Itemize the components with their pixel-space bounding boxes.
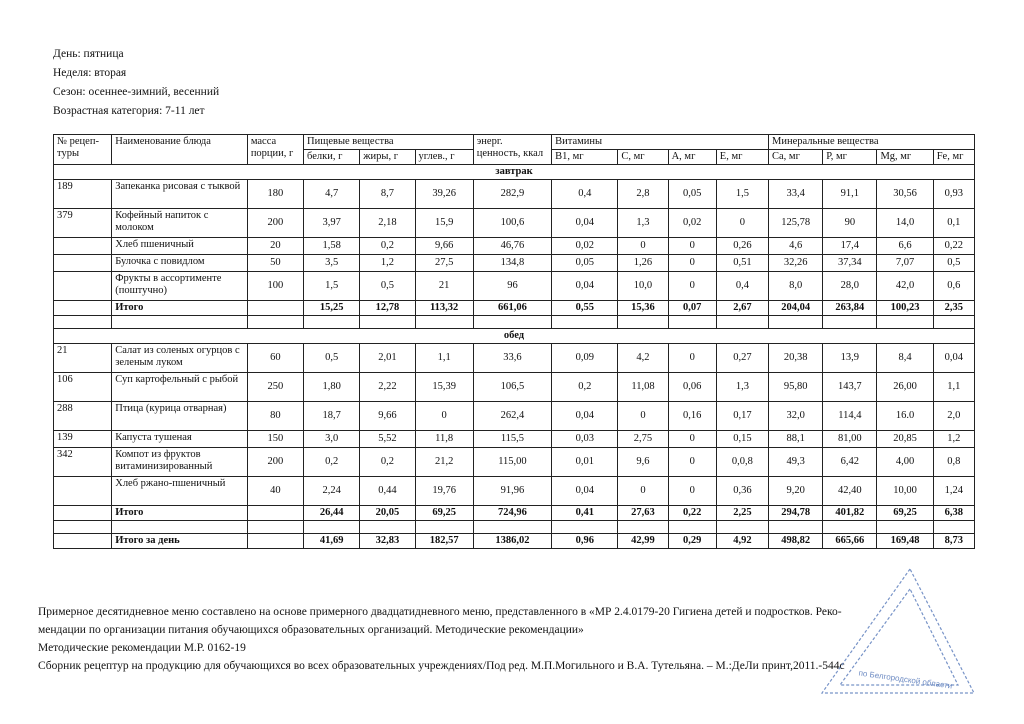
value-cell-protein: 1,80 — [304, 373, 360, 402]
value-cell-p: 28,0 — [823, 272, 877, 301]
spacer-row — [54, 521, 975, 534]
value-cell-a: 0 — [668, 272, 716, 301]
value-cell-e: 0,27 — [716, 344, 768, 373]
value-cell-energy: 100,6 — [473, 209, 551, 238]
footer-source-line-1: Примерное десятидневное меню составлено на основе примерного двадцатидневного меню, представленного в «МР 2.4.0179-20 Гигиена детей и подростков. Реко- — [38, 606, 842, 618]
total-value-protein: 15,25 — [304, 301, 360, 316]
value-cell-protein: 3,97 — [304, 209, 360, 238]
dish-name-cell: Фрукты в ассортименте (поштучно) — [112, 272, 248, 301]
value-cell-c: 2,8 — [618, 180, 668, 209]
table-body — [54, 165, 975, 549]
dish-name-cell: Запеканка рисовая с тыквой — [112, 180, 248, 209]
value-cell-fe: 1,24 — [933, 477, 974, 506]
total-value-b1: 0,55 — [552, 301, 618, 316]
document-header — [53, 45, 219, 121]
empty-cell — [247, 521, 303, 534]
section-breakfast — [54, 165, 975, 180]
empty-cell — [247, 506, 303, 521]
value-cell-mass: 250 — [247, 373, 303, 402]
value-cell-carbs: 0 — [415, 402, 473, 431]
empty-cell — [668, 316, 716, 329]
value-cell-energy: 106,5 — [473, 373, 551, 402]
total-label: Итого — [112, 301, 248, 316]
dish-name-cell: Хлеб пшеничный — [112, 238, 248, 255]
table-row — [54, 255, 975, 272]
empty-cell — [769, 521, 823, 534]
value-cell-mass: 200 — [247, 448, 303, 477]
value-cell-carbs: 1,1 — [415, 344, 473, 373]
footer-source-line-2: мендации по организации питания обучающихся образовательных организаций. Методические рекомендации» — [38, 624, 584, 636]
header-carbs: углев., г — [415, 150, 473, 165]
value-cell-p: 91,1 — [823, 180, 877, 209]
value-cell-e: 0,36 — [716, 477, 768, 506]
value-cell-ca: 33,4 — [769, 180, 823, 209]
value-cell-energy: 46,76 — [473, 238, 551, 255]
total-row-day — [54, 534, 975, 549]
total-value-fat: 32,83 — [360, 534, 415, 549]
value-cell-b1: 0,05 — [552, 255, 618, 272]
empty-cell — [415, 316, 473, 329]
value-cell-c: 1,3 — [618, 209, 668, 238]
value-cell-c: 10,0 — [618, 272, 668, 301]
total-label: Итого за день — [112, 534, 248, 549]
total-value-e: 2,25 — [716, 506, 768, 521]
total-value-p: 665,66 — [823, 534, 877, 549]
empty-cell — [415, 521, 473, 534]
recipe-number-cell: 21 — [54, 344, 112, 373]
value-cell-a: 0 — [668, 255, 716, 272]
empty-cell — [933, 521, 974, 534]
header-recipe-number: № рецеп-туры — [54, 135, 112, 165]
dish-name-cell: Салат из соленых огурцов с зеленым луком — [112, 344, 248, 373]
total-value-p: 263,84 — [823, 301, 877, 316]
value-cell-c: 4,2 — [618, 344, 668, 373]
value-cell-b1: 0,04 — [552, 272, 618, 301]
value-cell-ca: 8,0 — [769, 272, 823, 301]
empty-cell — [112, 316, 248, 329]
value-cell-carbs: 15,39 — [415, 373, 473, 402]
recipe-number-cell — [54, 272, 112, 301]
value-cell-ca: 32,26 — [769, 255, 823, 272]
menu-table — [53, 134, 975, 549]
value-cell-fe: 2,0 — [933, 402, 974, 431]
value-cell-b1: 0,09 — [552, 344, 618, 373]
header-dish-name: Наименование блюда — [112, 135, 248, 165]
total-value-a: 0,29 — [668, 534, 716, 549]
value-cell-b1: 0,04 — [552, 402, 618, 431]
value-cell-carbs: 39,26 — [415, 180, 473, 209]
empty-cell — [552, 316, 618, 329]
value-cell-c: 2,75 — [618, 431, 668, 448]
value-cell-e: 0,51 — [716, 255, 768, 272]
total-value-b1: 0,96 — [552, 534, 618, 549]
total-value-e: 2,67 — [716, 301, 768, 316]
empty-cell — [247, 316, 303, 329]
value-cell-fe: 1,2 — [933, 431, 974, 448]
value-cell-ca: 20,38 — [769, 344, 823, 373]
empty-cell — [933, 316, 974, 329]
value-cell-ca: 4,6 — [769, 238, 823, 255]
table-header — [54, 135, 975, 165]
value-cell-p: 81,00 — [823, 431, 877, 448]
value-cell-carbs: 21,2 — [415, 448, 473, 477]
total-value-energy: 724,96 — [473, 506, 551, 521]
value-cell-fat: 0,2 — [360, 448, 415, 477]
value-cell-fe: 0,8 — [933, 448, 974, 477]
value-cell-fe: 1,1 — [933, 373, 974, 402]
value-cell-c: 0 — [618, 238, 668, 255]
empty-cell — [618, 521, 668, 534]
value-cell-ca: 125,78 — [769, 209, 823, 238]
value-cell-energy: 262,4 — [473, 402, 551, 431]
age-line: Возрастная категория: 7-11 лет — [53, 105, 205, 117]
value-cell-a: 0 — [668, 238, 716, 255]
value-cell-protein: 18,7 — [304, 402, 360, 431]
value-cell-energy: 282,9 — [473, 180, 551, 209]
value-cell-carbs: 27,5 — [415, 255, 473, 272]
header-magnesium: Mg, мг — [877, 150, 933, 165]
value-cell-mass: 20 — [247, 238, 303, 255]
value-cell-e: 1,3 — [716, 373, 768, 402]
table-row — [54, 402, 975, 431]
stamp-text: по Белгородской области — [858, 668, 953, 691]
value-cell-protein: 4,7 — [304, 180, 360, 209]
empty-cell — [304, 316, 360, 329]
day-line: День: пятница — [53, 48, 124, 60]
header-iron: Fe, мг — [933, 150, 974, 165]
value-cell-mg: 26,00 — [877, 373, 933, 402]
total-label: Итого — [112, 506, 248, 521]
value-cell-fat: 8,7 — [360, 180, 415, 209]
value-cell-mg: 6,6 — [877, 238, 933, 255]
recipe-number-cell: 139 — [54, 431, 112, 448]
empty-cell — [823, 521, 877, 534]
empty-cell — [877, 521, 933, 534]
value-cell-mass: 150 — [247, 431, 303, 448]
table-row — [54, 344, 975, 373]
value-cell-b1: 0,2 — [552, 373, 618, 402]
value-cell-e: 0,26 — [716, 238, 768, 255]
table-row — [54, 448, 975, 477]
empty-cell — [769, 316, 823, 329]
value-cell-fe: 0,6 — [933, 272, 974, 301]
value-cell-carbs: 15,9 — [415, 209, 473, 238]
table-row — [54, 272, 975, 301]
total-value-protein: 26,44 — [304, 506, 360, 521]
footer-source-line-3: Методические рекомендации М.Р. 0162-19 — [38, 642, 246, 654]
value-cell-a: 0,06 — [668, 373, 716, 402]
empty-cell — [668, 521, 716, 534]
value-cell-mass: 180 — [247, 180, 303, 209]
value-cell-mass: 100 — [247, 272, 303, 301]
header-vitamin-e: Е, мг — [716, 150, 768, 165]
value-cell-fat: 9,66 — [360, 402, 415, 431]
total-row-breakfast — [54, 301, 975, 316]
header-vitamin-b1: В1, мг — [552, 150, 618, 165]
value-cell-p: 6,42 — [823, 448, 877, 477]
value-cell-protein: 0,5 — [304, 344, 360, 373]
table-row — [54, 477, 975, 506]
empty-cell — [473, 316, 551, 329]
total-row-lunch — [54, 506, 975, 521]
value-cell-mg: 8,4 — [877, 344, 933, 373]
total-value-c: 15,36 — [618, 301, 668, 316]
empty-cell — [823, 316, 877, 329]
total-value-ca: 204,04 — [769, 301, 823, 316]
value-cell-carbs: 9,66 — [415, 238, 473, 255]
value-cell-a: 0,02 — [668, 209, 716, 238]
value-cell-e: 0 — [716, 209, 768, 238]
dish-name-cell: Кофейный напиток с молоком — [112, 209, 248, 238]
recipe-number-cell: 379 — [54, 209, 112, 238]
value-cell-b1: 0,04 — [552, 477, 618, 506]
value-cell-carbs: 21 — [415, 272, 473, 301]
value-cell-b1: 0,04 — [552, 209, 618, 238]
dish-name-cell: Компот из фруктов витаминизированный — [112, 448, 248, 477]
header-vitamin-c: С, мг — [618, 150, 668, 165]
total-value-p: 401,82 — [823, 506, 877, 521]
value-cell-mg: 14,0 — [877, 209, 933, 238]
total-value-ca: 294,78 — [769, 506, 823, 521]
header-fat: жиры, г — [360, 150, 415, 165]
total-value-energy: 1386,02 — [473, 534, 551, 549]
value-cell-ca: 9,20 — [769, 477, 823, 506]
total-value-fat: 20,05 — [360, 506, 415, 521]
total-value-fat: 12,78 — [360, 301, 415, 316]
value-cell-c: 1,26 — [618, 255, 668, 272]
table-row — [54, 373, 975, 402]
value-cell-energy: 91,96 — [473, 477, 551, 506]
value-cell-energy: 134,8 — [473, 255, 551, 272]
header-portion-mass: масса порции, г — [247, 135, 303, 165]
value-cell-mass: 200 — [247, 209, 303, 238]
value-cell-b1: 0,03 — [552, 431, 618, 448]
header-vitamins: Витамины — [552, 135, 769, 150]
value-cell-fat: 0,5 — [360, 272, 415, 301]
total-value-carbs: 69,25 — [415, 506, 473, 521]
season-line: Сезон: осеннее-зимний, весенний — [53, 86, 220, 98]
value-cell-fat: 2,18 — [360, 209, 415, 238]
value-cell-b1: 0,02 — [552, 238, 618, 255]
week-line: Неделя: вторая — [53, 67, 127, 79]
total-value-fe: 2,35 — [933, 301, 974, 316]
value-cell-e: 0,0,8 — [716, 448, 768, 477]
empty-cell — [716, 316, 768, 329]
value-cell-fe: 0,22 — [933, 238, 974, 255]
total-value-fe: 6,38 — [933, 506, 974, 521]
total-value-e: 4,92 — [716, 534, 768, 549]
total-value-b1: 0,41 — [552, 506, 618, 521]
value-cell-fat: 2,22 — [360, 373, 415, 402]
value-cell-e: 1,5 — [716, 180, 768, 209]
recipe-number-cell — [54, 255, 112, 272]
value-cell-p: 114,4 — [823, 402, 877, 431]
value-cell-ca: 49,3 — [769, 448, 823, 477]
header-minerals: Минеральные вещества — [769, 135, 975, 150]
recipe-number-cell — [54, 238, 112, 255]
value-cell-a: 0 — [668, 448, 716, 477]
value-cell-c: 9,6 — [618, 448, 668, 477]
value-cell-b1: 0,4 — [552, 180, 618, 209]
section-title: завтрак — [54, 165, 975, 180]
header-vitamin-a: А, мг — [668, 150, 716, 165]
section-title: обед — [54, 329, 975, 344]
value-cell-p: 37,34 — [823, 255, 877, 272]
value-cell-a: 0 — [668, 431, 716, 448]
value-cell-e: 0,17 — [716, 402, 768, 431]
value-cell-fat: 1,2 — [360, 255, 415, 272]
footer-source-line-4: Сборник рецептур на продукцию для обучающихся во всех образовательных учреждениях/Под ред. М.П.Могильного и В.А. Тутельяна. – М.:ДеЛи принт,2011.-544с — [38, 660, 845, 672]
value-cell-energy: 115,5 — [473, 431, 551, 448]
empty-cell — [618, 316, 668, 329]
value-cell-p: 143,7 — [823, 373, 877, 402]
total-value-carbs: 182,57 — [415, 534, 473, 549]
value-cell-mg: 10,00 — [877, 477, 933, 506]
value-cell-ca: 95,80 — [769, 373, 823, 402]
header-calcium: Са, мг — [769, 150, 823, 165]
empty-cell — [54, 316, 112, 329]
total-value-energy: 661,06 — [473, 301, 551, 316]
value-cell-c: 0 — [618, 477, 668, 506]
value-cell-p: 42,40 — [823, 477, 877, 506]
total-value-c: 27,63 — [618, 506, 668, 521]
table-row — [54, 209, 975, 238]
spacer-row — [54, 316, 975, 329]
empty-cell — [716, 521, 768, 534]
header-protein: белки, г — [304, 150, 360, 165]
value-cell-c: 11,08 — [618, 373, 668, 402]
stamp-triangle-inner — [840, 589, 958, 685]
value-cell-protein: 1,5 — [304, 272, 360, 301]
total-value-a: 0,07 — [668, 301, 716, 316]
dish-name-cell: Хлеб ржано-пшеничный — [112, 477, 248, 506]
empty-cell — [360, 521, 415, 534]
total-value-mg: 100,23 — [877, 301, 933, 316]
value-cell-p: 90 — [823, 209, 877, 238]
total-value-protein: 41,69 — [304, 534, 360, 549]
value-cell-energy: 96 — [473, 272, 551, 301]
value-cell-fe: 0,5 — [933, 255, 974, 272]
value-cell-mass: 50 — [247, 255, 303, 272]
value-cell-energy: 33,6 — [473, 344, 551, 373]
value-cell-mg: 30,56 — [877, 180, 933, 209]
value-cell-carbs: 19,76 — [415, 477, 473, 506]
table-row — [54, 238, 975, 255]
value-cell-e: 0,15 — [716, 431, 768, 448]
value-cell-e: 0,4 — [716, 272, 768, 301]
empty-cell — [247, 301, 303, 316]
empty-cell — [54, 521, 112, 534]
recipe-number-cell: 106 — [54, 373, 112, 402]
empty-cell — [54, 534, 112, 549]
empty-cell — [54, 301, 112, 316]
total-value-c: 42,99 — [618, 534, 668, 549]
empty-cell — [54, 506, 112, 521]
recipe-number-cell: 189 — [54, 180, 112, 209]
dish-name-cell: Суп картофельный с рыбой — [112, 373, 248, 402]
value-cell-b1: 0,01 — [552, 448, 618, 477]
empty-cell — [552, 521, 618, 534]
official-stamp — [818, 565, 978, 705]
section-lunch — [54, 329, 975, 344]
value-cell-protein: 0,2 — [304, 448, 360, 477]
total-value-mg: 169,48 — [877, 534, 933, 549]
value-cell-protein: 1,58 — [304, 238, 360, 255]
value-cell-fat: 2,01 — [360, 344, 415, 373]
recipe-number-cell: 288 — [54, 402, 112, 431]
recipe-number-cell: 342 — [54, 448, 112, 477]
value-cell-ca: 88,1 — [769, 431, 823, 448]
value-cell-protein: 2,24 — [304, 477, 360, 506]
value-cell-p: 13,9 — [823, 344, 877, 373]
empty-cell — [304, 521, 360, 534]
value-cell-fat: 0,44 — [360, 477, 415, 506]
value-cell-carbs: 11,8 — [415, 431, 473, 448]
empty-cell — [112, 521, 248, 534]
table-row — [54, 180, 975, 209]
value-cell-mg: 20,85 — [877, 431, 933, 448]
value-cell-fe: 0,93 — [933, 180, 974, 209]
value-cell-a: 0,05 — [668, 180, 716, 209]
table-row — [54, 431, 975, 448]
value-cell-fe: 0,1 — [933, 209, 974, 238]
empty-cell — [877, 316, 933, 329]
value-cell-protein: 3,0 — [304, 431, 360, 448]
empty-cell — [360, 316, 415, 329]
value-cell-mg: 4,00 — [877, 448, 933, 477]
total-value-fe: 8,73 — [933, 534, 974, 549]
value-cell-a: 0 — [668, 477, 716, 506]
dish-name-cell: Булочка с повидлом — [112, 255, 248, 272]
value-cell-energy: 115,00 — [473, 448, 551, 477]
value-cell-mg: 16.0 — [877, 402, 933, 431]
dish-name-cell: Капуста тушеная — [112, 431, 248, 448]
value-cell-fat: 5,52 — [360, 431, 415, 448]
total-value-mg: 69,25 — [877, 506, 933, 521]
recipe-number-cell — [54, 477, 112, 506]
value-cell-c: 0 — [618, 402, 668, 431]
total-value-ca: 498,82 — [769, 534, 823, 549]
value-cell-mass: 40 — [247, 477, 303, 506]
empty-cell — [473, 521, 551, 534]
header-phosphorus: Р, мг — [823, 150, 877, 165]
header-energy: энерг. ценность, ккал — [473, 135, 551, 165]
value-cell-p: 17,4 — [823, 238, 877, 255]
value-cell-ca: 32,0 — [769, 402, 823, 431]
value-cell-mg: 7,07 — [877, 255, 933, 272]
value-cell-fe: 0,04 — [933, 344, 974, 373]
dish-name-cell: Птица (курица отварная) — [112, 402, 248, 431]
total-value-a: 0,22 — [668, 506, 716, 521]
value-cell-a: 0 — [668, 344, 716, 373]
value-cell-mg: 42,0 — [877, 272, 933, 301]
value-cell-mass: 60 — [247, 344, 303, 373]
total-value-carbs: 113,32 — [415, 301, 473, 316]
header-nutrients: Пищевые вещества — [304, 135, 474, 150]
empty-cell — [247, 534, 303, 549]
value-cell-mass: 80 — [247, 402, 303, 431]
value-cell-fat: 0,2 — [360, 238, 415, 255]
value-cell-a: 0,16 — [668, 402, 716, 431]
value-cell-protein: 3,5 — [304, 255, 360, 272]
